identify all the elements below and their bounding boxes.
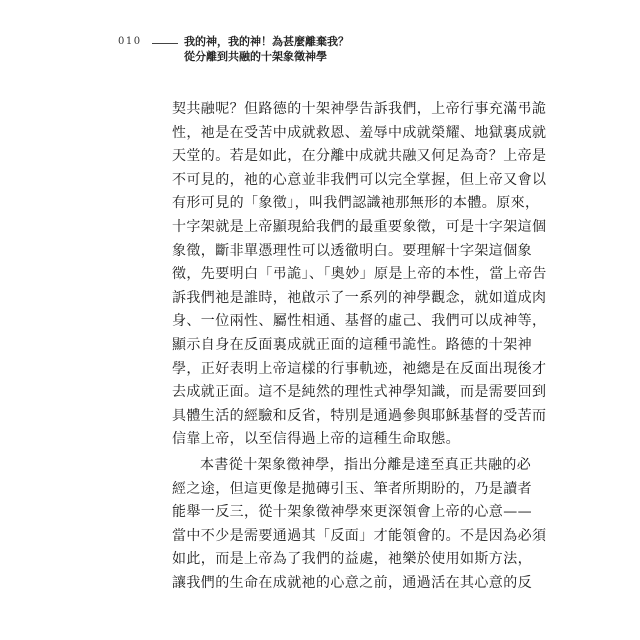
body-text (172, 98, 547, 595)
running-header (118, 33, 538, 63)
text-line: 具體生活的經驗和反省，特別是通過參與耶穌基督的受苦而 (172, 407, 547, 424)
running-title: 我的神，我的神！為甚麼離棄我？ (184, 35, 349, 48)
text-line: 當中不少是需要通過其「反面」才能領會的。不是因為必須 (172, 527, 547, 544)
text-line: 有形可見的「象徵」，叫我們認識祂那無形的本體。原來， (172, 195, 540, 212)
paragraph-2 (172, 454, 547, 596)
text-line: 契共融呢？但路德的十架神學告訴我們，上帝行事充滿弔詭 (172, 101, 547, 117)
text-line: 去成就正面。這不是純然的理性式神學知識，而是需要回到 (172, 384, 547, 401)
text-line: 性，祂是在受苦中成就救恩、羞辱中成就榮耀、地獄裏成就 (172, 124, 547, 141)
text-line: 能舉一反三，從十架象徵神學來更深領會上帝的心意—— (172, 504, 532, 521)
text-line: 顯示自身在反面裏成就正面的這種弔詭性。路德的十架神 (172, 336, 532, 353)
running-subtitle: 從分離到共融的十架象徵神學 (184, 50, 327, 63)
text-line: 不可見的，祂的心意並非我們可以完全掌握，但上帝又會以 (172, 171, 547, 188)
text-line: 信靠上帝，以至信得過上帝的這種生命取態。 (172, 431, 460, 448)
text-line: 徵，先要明白「弔詭」、「奧妙」原是上帝的本性，當上帝告 (172, 266, 547, 283)
text-line: 訴我們祂是誰時，祂啟示了一系列的神學觀念，就如道成肉 (172, 289, 547, 306)
text-line: 如此，而是上帝為了我們的益處，祂樂於使用如斯方法， (172, 551, 532, 568)
text-line: 經之途，但這更像是拋磚引玉、筆者所期盼的，乃是讀者 (172, 480, 532, 497)
text-line: 本書從十架象徵神學，指出分離是達至真正共融的必 (200, 456, 532, 473)
paragraph-1 (172, 98, 547, 452)
header-rule (152, 43, 178, 44)
page-number: 010 (118, 36, 142, 47)
text-line: 象徵，斷非單憑理性可以透徹明白。要理解十字架這個象 (172, 242, 532, 259)
text-line: 身、一位兩性、屬性相通、基督的虛己、我們可以成神等， (172, 313, 547, 330)
text-line: 讓我們的生命在成就祂的心意之前，通過活在其心意的反 (172, 574, 532, 591)
text-line: 學，正好表明上帝這樣的行事軌迹，祂總是在反面出現後才 (172, 360, 547, 377)
text-line: 天堂的。若是如此，在分離中成就共融又何足為奇？上帝是 (172, 148, 547, 165)
text-line: 十字架就是上帝顯現給我們的最重要象徵，可是十字架這個 (172, 218, 547, 235)
